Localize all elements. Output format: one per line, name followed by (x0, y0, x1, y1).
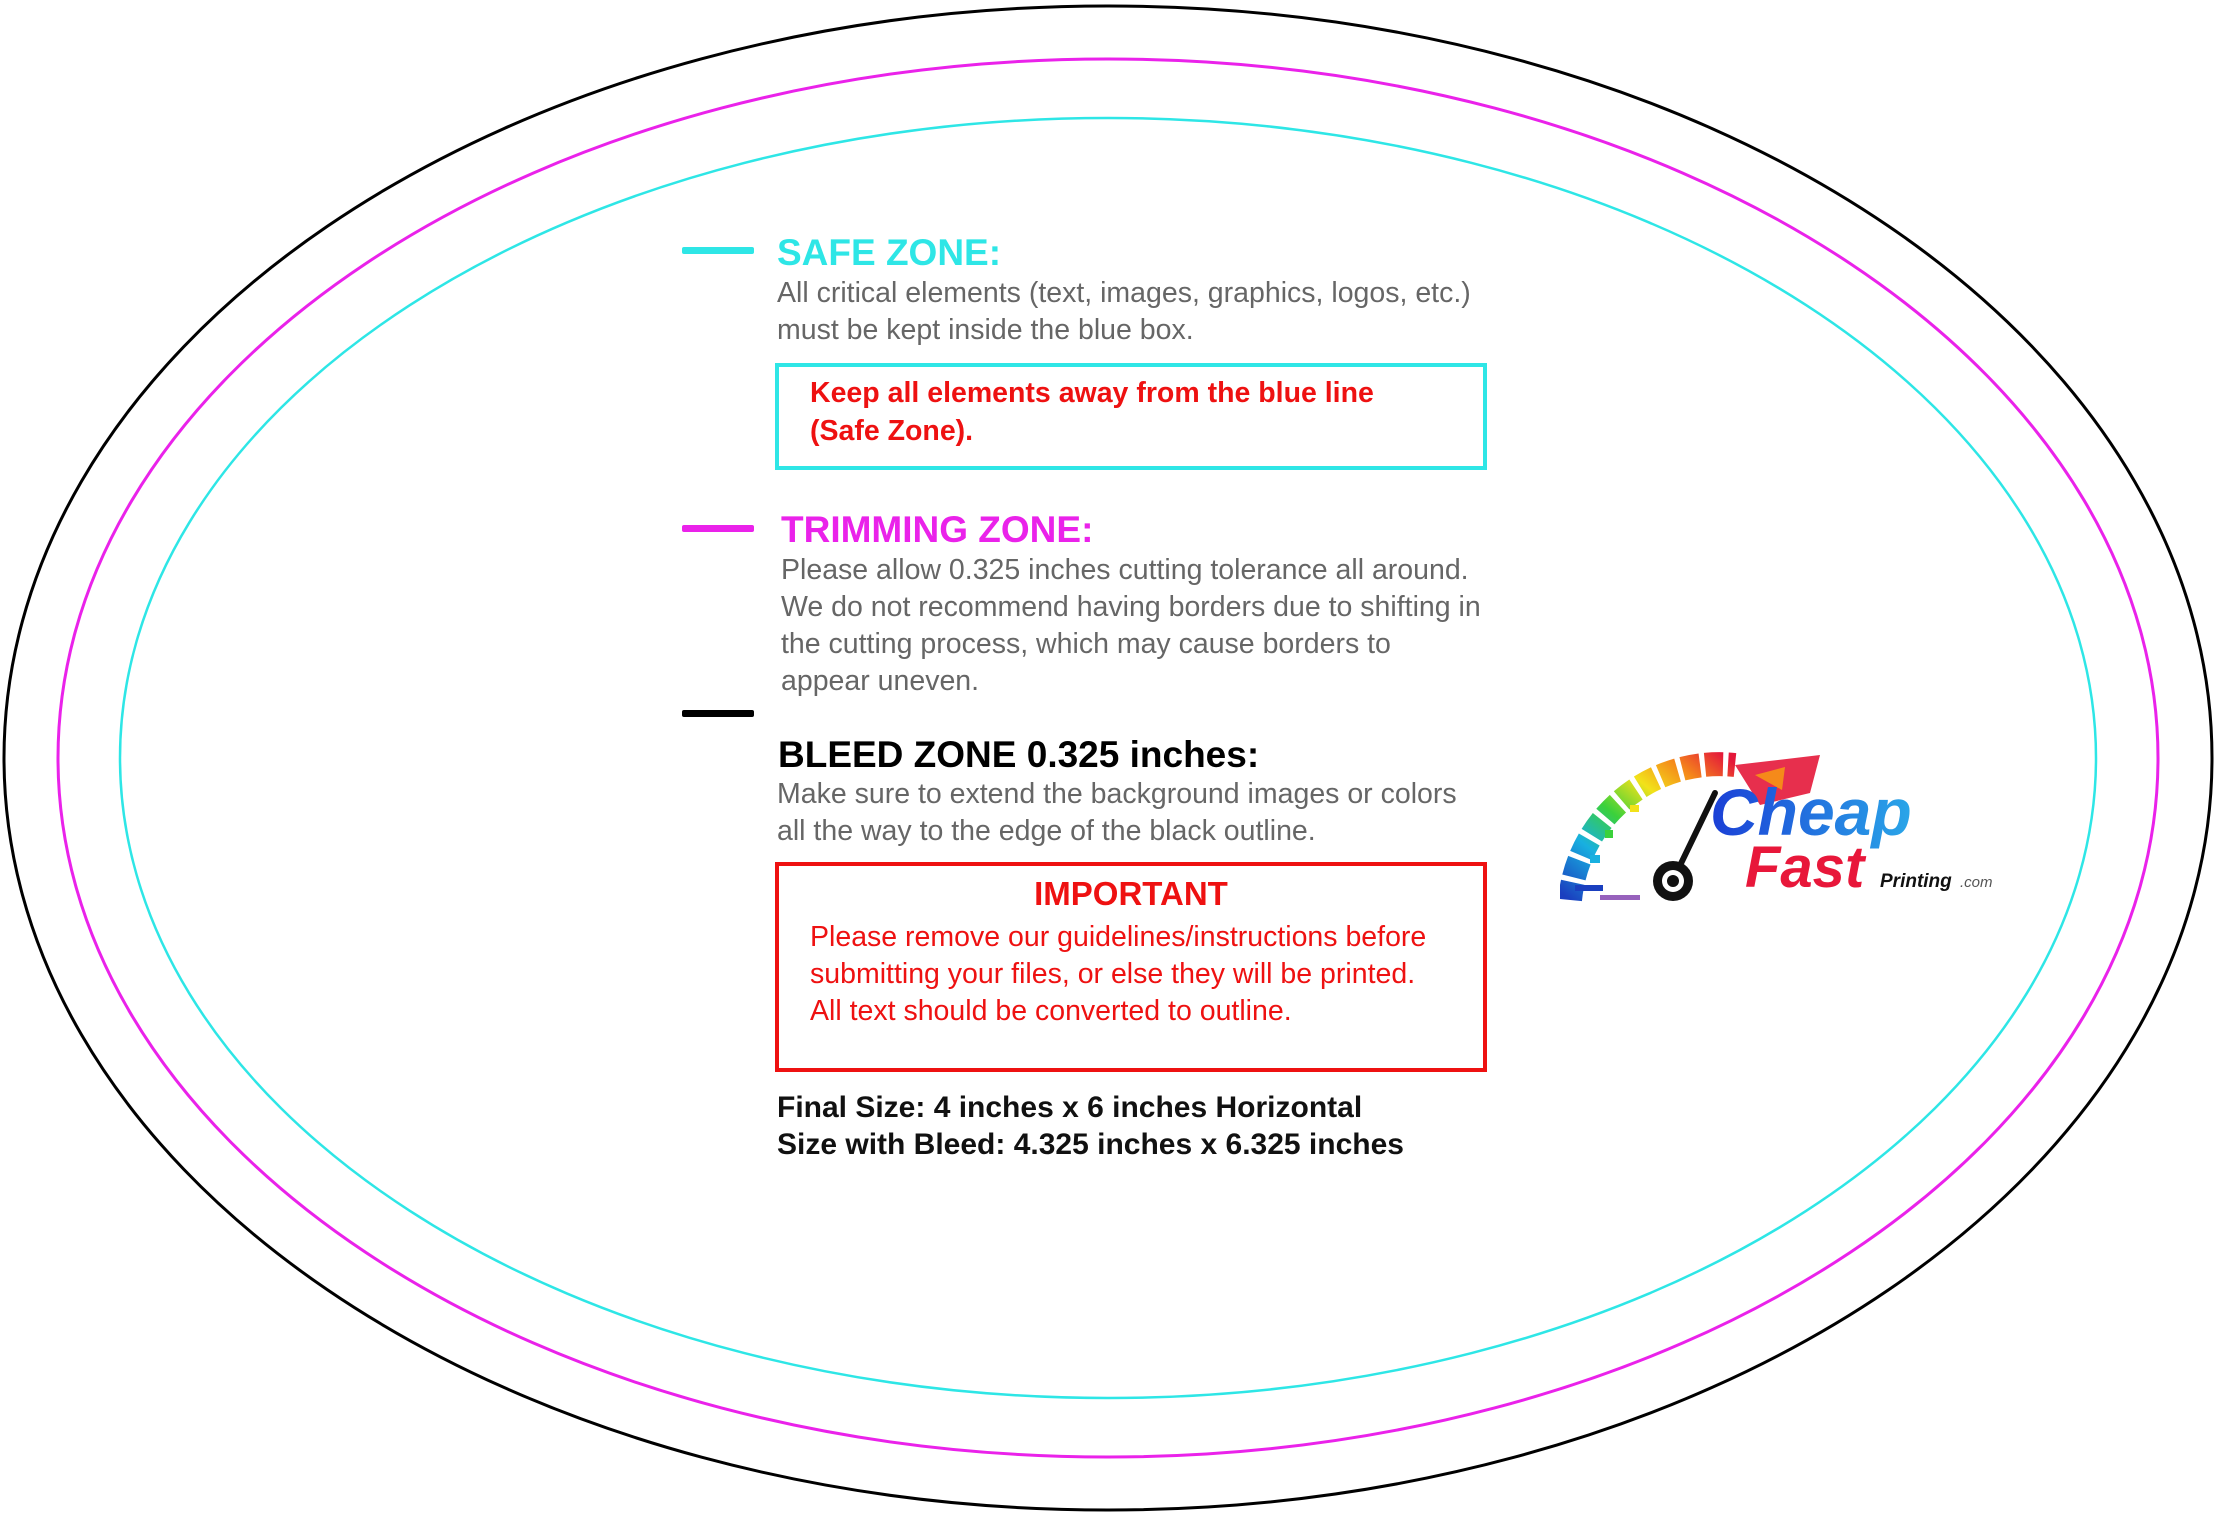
safe-zone-line-2: must be kept inside the blue box. (777, 314, 1194, 346)
logo-word-fast: Fast (1745, 835, 1865, 900)
bleed-zone-line-2: all the way to the edge of the black outline. (777, 815, 1316, 847)
logo-word-printing: Printing (1880, 871, 1952, 892)
safe-zone-legend-line (682, 247, 754, 254)
logo-suffix-com: .com (1960, 874, 1993, 891)
cheapfastprinting-logo (1560, 735, 2020, 925)
bleed-zone-description (777, 776, 1457, 850)
important-notice-box (775, 862, 1487, 1072)
safe-zone-title: SAFE ZONE: (777, 232, 1002, 273)
trimming-zone-line-4: appear uneven. (781, 665, 980, 697)
important-description (779, 919, 1483, 1030)
important-line-1: Please remove our guidelines/instructions before (810, 921, 1427, 953)
final-size-line: Final Size: 4 inches x 6 inches Horizontal (777, 1091, 1363, 1124)
trimming-zone-line-1: Please allow 0.325 inches cutting tolerance all around. (781, 554, 1469, 586)
safe-zone-notice-box (775, 363, 1487, 470)
safe-zone-description (777, 275, 1471, 349)
safe-zone-notice-line-2: (Safe Zone). (810, 415, 974, 447)
trimming-zone-legend-line (682, 525, 754, 532)
trimming-zone-line-3: the cutting process, which may cause borders to (781, 628, 1391, 660)
important-title: IMPORTANT (1034, 875, 1228, 912)
safe-zone-notice-line-1: Keep all elements away from the blue line (810, 377, 1374, 409)
important-line-3: All text should be converted to outline. (810, 995, 1292, 1027)
trimming-zone-description (781, 552, 1481, 700)
final-size-info (777, 1089, 1404, 1163)
logo-word-cheap: Cheap (1710, 775, 1912, 849)
bleed-size-line: Size with Bleed: 4.325 inches x 6.325 inches (777, 1128, 1404, 1161)
safe-zone-line-1: All critical elements (text, images, graphics, logos, etc.) (777, 277, 1471, 309)
important-line-2: submitting your files, or else they will be printed. (810, 958, 1416, 990)
bleed-zone-legend-line (682, 710, 754, 717)
bleed-zone-line-1: Make sure to extend the background images or colors (777, 778, 1457, 810)
trimming-zone-line-2: We do not recommend having borders due to shifting in (781, 591, 1481, 623)
trimming-zone-title: TRIMMING ZONE: (781, 509, 1094, 550)
bleed-zone-title: BLEED ZONE 0.325 inches: (778, 734, 1260, 775)
